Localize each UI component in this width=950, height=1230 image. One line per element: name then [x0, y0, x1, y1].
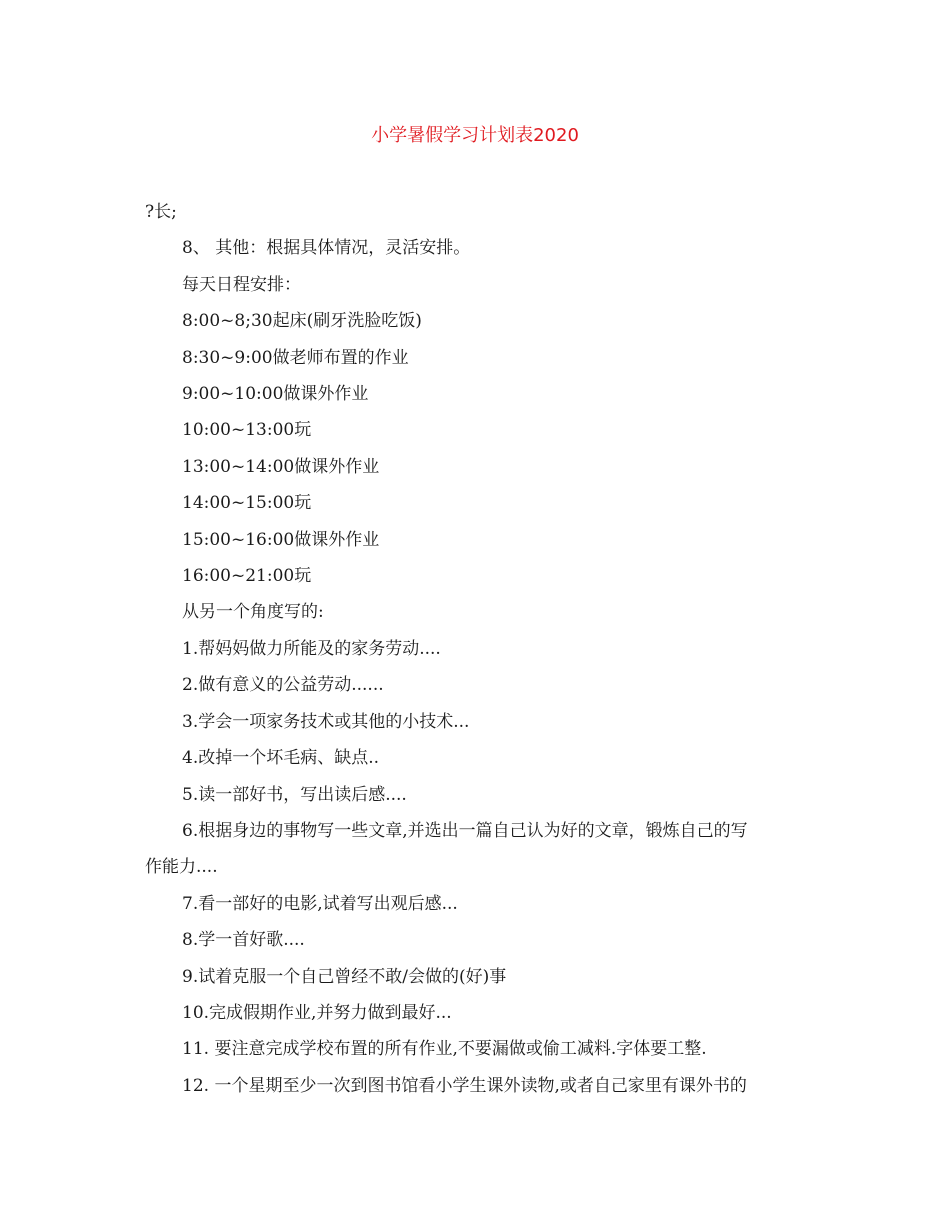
list-item: 5.读一部好书，写出读后感....	[182, 784, 407, 805]
list-item: 7.看一部好的电影,试着写出观后感...	[182, 893, 458, 914]
schedule-line: 15:00~16:00做课外作业	[182, 529, 380, 550]
schedule-line: 8:00~8;30起床(刷牙洗脸吃饭)	[182, 311, 422, 332]
list-item: 9.试着克服一个自己曾经不敢/会做的(好)事	[182, 966, 507, 987]
text-line: 8、 其他：根据具体情况，灵活安排。	[182, 238, 471, 259]
list-item: 10.完成假期作业,并努力做到最好...	[182, 1002, 452, 1023]
list-item: 12. 一个星期至少一次到图书馆看小学生课外读物,或者自己家里有课外书的	[182, 1075, 747, 1096]
list-item: 1.帮妈妈做力所能及的家务劳动....	[182, 638, 441, 659]
text-line: 每天日程安排：	[182, 274, 301, 295]
list-item: 4.改掉一个坏毛病、缺点..	[182, 748, 380, 769]
list-item: 2.做有意义的公益劳动......	[182, 675, 384, 696]
schedule-line: 8:30~9:00做老师布置的作业	[182, 347, 409, 368]
list-item: 6.根据身边的事物写一些文章,并选出一篇自己认为好的文章，锻炼自己的写	[182, 820, 748, 841]
list-item: 11. 要注意完成学校布置的所有作业,不要漏做或偷工减料.字体要工整.	[182, 1039, 707, 1060]
list-item-continuation: 作能力....	[145, 857, 218, 878]
list-item: 8.学一首好歌....	[182, 930, 305, 951]
schedule-line: 10:00~13:00玩	[182, 420, 312, 441]
schedule-line: 14:00~15:00玩	[182, 493, 312, 514]
document-body	[145, 194, 810, 1104]
section-heading: 从另一个角度写的:	[182, 602, 324, 623]
text-line: ?长;	[145, 202, 177, 222]
schedule-line: 16:00~21:00玩	[182, 566, 312, 587]
document-title: 小学暑假学习计划表2020	[371, 125, 579, 146]
schedule-line: 9:00~10:00做课外作业	[182, 384, 369, 405]
schedule-line: 13:00~14:00做课外作业	[182, 456, 380, 477]
list-item: 3.学会一项家务技术或其他的小技术...	[182, 711, 470, 732]
